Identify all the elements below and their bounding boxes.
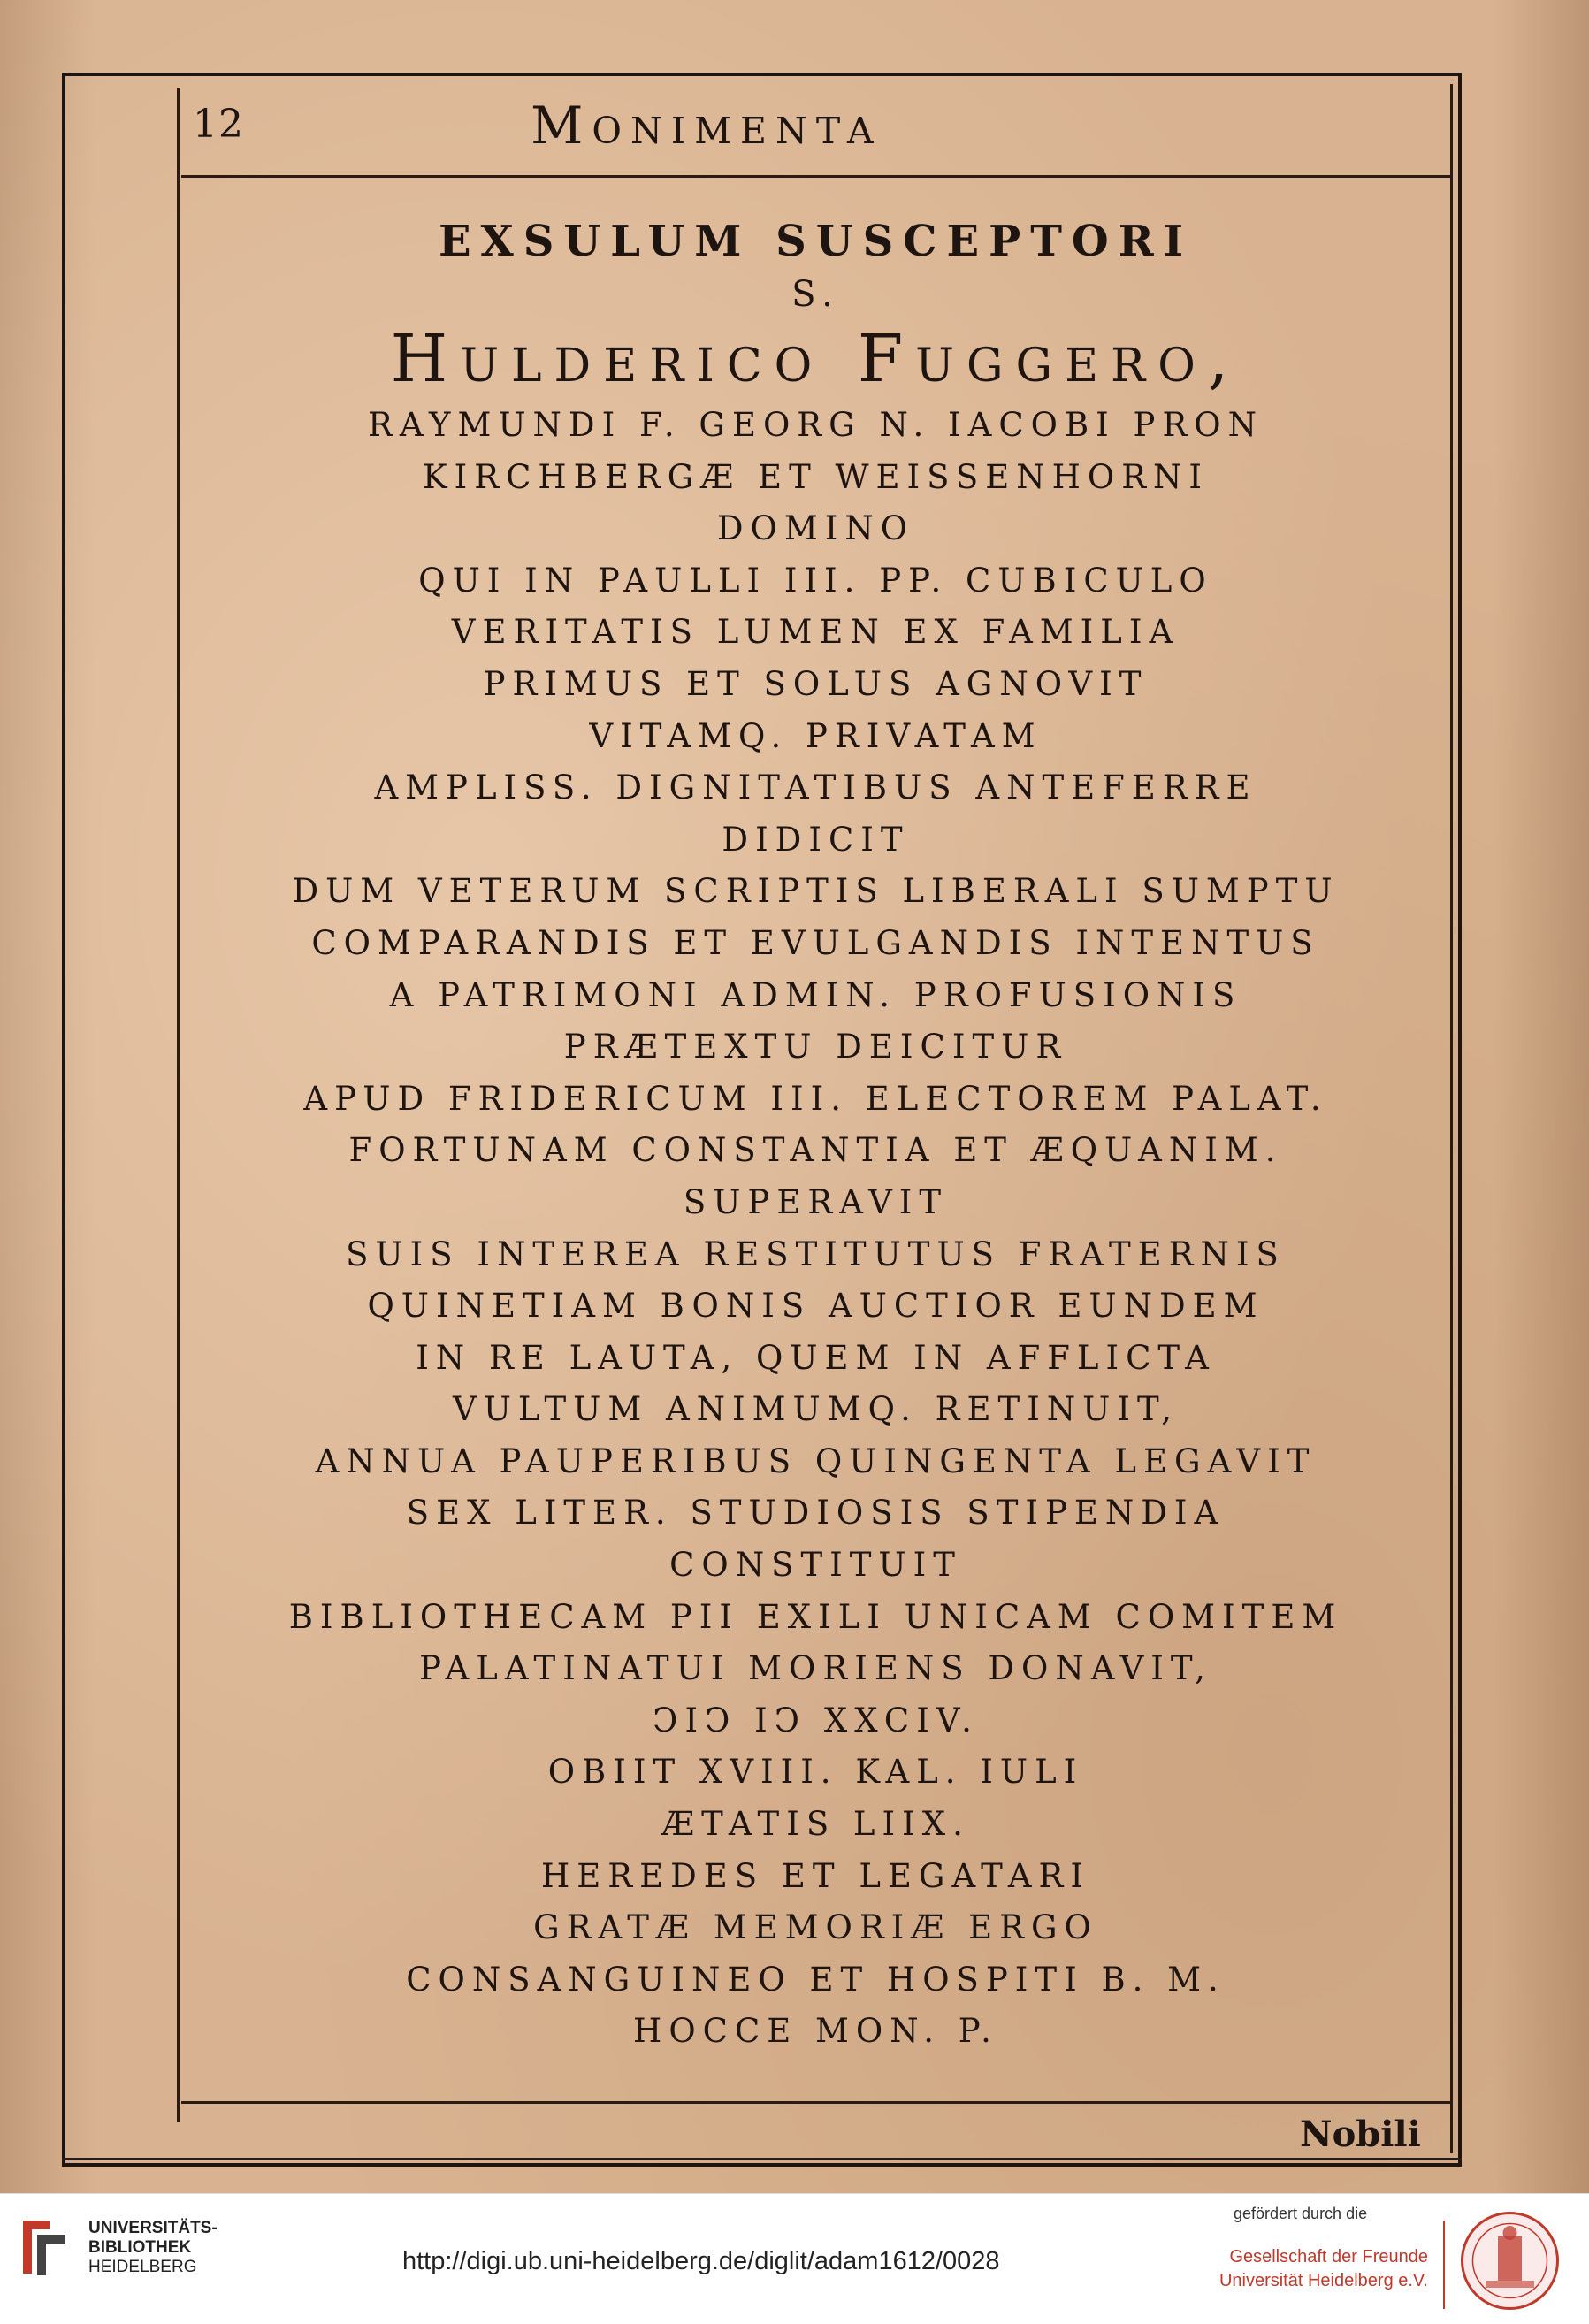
inscription-line: KIRCHBERGÆ ET WEISSENHORNI	[422, 457, 1210, 496]
inscription-line: CONSANGUINEO ET HOSPITI B. M.	[406, 1960, 1226, 1999]
inscription-line: Hulderico Fuggero,	[390, 321, 1241, 397]
sponsor-divider	[1443, 2221, 1445, 2309]
inscription-line: IN RE LAUTA, QUEM IN AFFLICTA	[416, 1338, 1216, 1377]
inner-frame-left-rule	[177, 88, 180, 2122]
library-name-line: BIBLIOTHEK	[88, 2238, 192, 2257]
inscription-line: DOMINO	[716, 509, 915, 548]
inscription-line: PRÆTEXTU DEICITUR	[563, 1028, 1068, 1066]
inscription-line: EXSULUM SUSCEPTORI	[438, 217, 1194, 266]
page-number: 12	[193, 102, 244, 147]
sponsor-name-line: Universität Heidelberg e.V.	[1218, 2271, 1428, 2290]
catchword: Nobili	[1300, 2114, 1421, 2155]
running-head: Monimenta	[531, 96, 882, 156]
university-library-logo-icon	[16, 2212, 73, 2282]
inscription-line: SUIS INTEREA RESTITUTUS FRATERNIS	[346, 1235, 1286, 1273]
sponsor-label: gefördert durch die	[1234, 2205, 1368, 2222]
inscription-line: DIDICIT	[722, 820, 910, 859]
inscription-line: AMPLISS. DIGNITATIBUS ANTEFERRE	[374, 768, 1257, 807]
footer-rule	[181, 2101, 1450, 2104]
inscription-line: COMPARANDIS ET EVULGANDIS INTENTUS	[311, 923, 1320, 962]
inscription-line: GRATÆ MEMORIÆ ERGO	[533, 1908, 1098, 1947]
inscription-line: SUPERAVIT	[683, 1182, 949, 1221]
inscription-line: SEX LITER. STUDIOSIS STIPENDIA	[406, 1494, 1226, 1533]
inscription-line: ANNUA PAUPERIBUS QUINGENTA LEGAVIT	[315, 1441, 1317, 1480]
inscription-line: OBIIT XVIII. KAL. IULI	[547, 1753, 1084, 1792]
inscription	[181, 212, 1450, 2058]
inscription-line: VERITATIS LUMEN EX FAMILIA	[451, 613, 1180, 652]
inscription-line: DUM VETERUM SCRIPTIS LIBERALI SUMPTU	[292, 872, 1340, 911]
inscription-line: HOCCE MON. P.	[633, 2012, 998, 2051]
inscription-line: FORTUNAM CONSTANTIA ET ÆQUANIM.	[348, 1131, 1283, 1170]
document-url[interactable]: http://digi.ub.uni-heidelberg.de/diglit/adam1612/0028	[402, 2247, 1000, 2275]
inscription-line: ÆTATIS LIIX.	[661, 1805, 970, 1844]
inscription-line: VITAMQ. PRIVATAM	[589, 716, 1043, 755]
inscription-line: QUINETIAM BONIS AUCTIOR EUNDEM	[367, 1287, 1264, 1326]
header-rule	[181, 175, 1450, 178]
outer-bottom-rule	[62, 2158, 1462, 2160]
inscription-line: QUI IN PAULLI III. PP. CUBICULO	[418, 561, 1213, 600]
inscription-line: VULTUM ANIMUMQ. RETINUIT,	[453, 1390, 1179, 1429]
inscription-line: PRIMUS ET SOLUS AGNOVIT	[483, 664, 1149, 703]
inscription-line: PALATINATUI MORIENS DONAVIT,	[419, 1649, 1212, 1688]
library-name	[88, 2219, 218, 2277]
inscription-line: HEREDES ET LEGATARI	[540, 1856, 1091, 1895]
inscription-line: A PATRIMONI ADMIN. PROFUSIONIS	[389, 975, 1242, 1014]
sponsor-name	[1185, 2245, 1428, 2293]
viewer-footer	[0, 2193, 1589, 2324]
inscription-line: S.	[791, 274, 840, 315]
inner-frame-right-rule	[1450, 84, 1453, 2153]
inscription-line: BIBLIOTHECAM PII EXILI UNICAM COMITEM	[288, 1597, 1343, 1636]
inscription-line: APUD FRIDERICUM III. ELECTOREM PALAT.	[303, 1079, 1328, 1118]
university-seal-icon	[1459, 2210, 1561, 2312]
library-name-line: UNIVERSITÄTS-	[88, 2219, 218, 2237]
library-name-line: HEIDELBERG	[88, 2258, 197, 2276]
inscription-line: CONSTITUIT	[669, 1546, 962, 1585]
inscription-line: ↃIↃ IↃ XXCIV.	[653, 1701, 979, 1739]
sponsor-name-line: Gesellschaft der Freunde	[1229, 2247, 1428, 2267]
inscription-line: RAYMUNDI F. GEORG N. IACOBI PRON	[367, 406, 1264, 444]
